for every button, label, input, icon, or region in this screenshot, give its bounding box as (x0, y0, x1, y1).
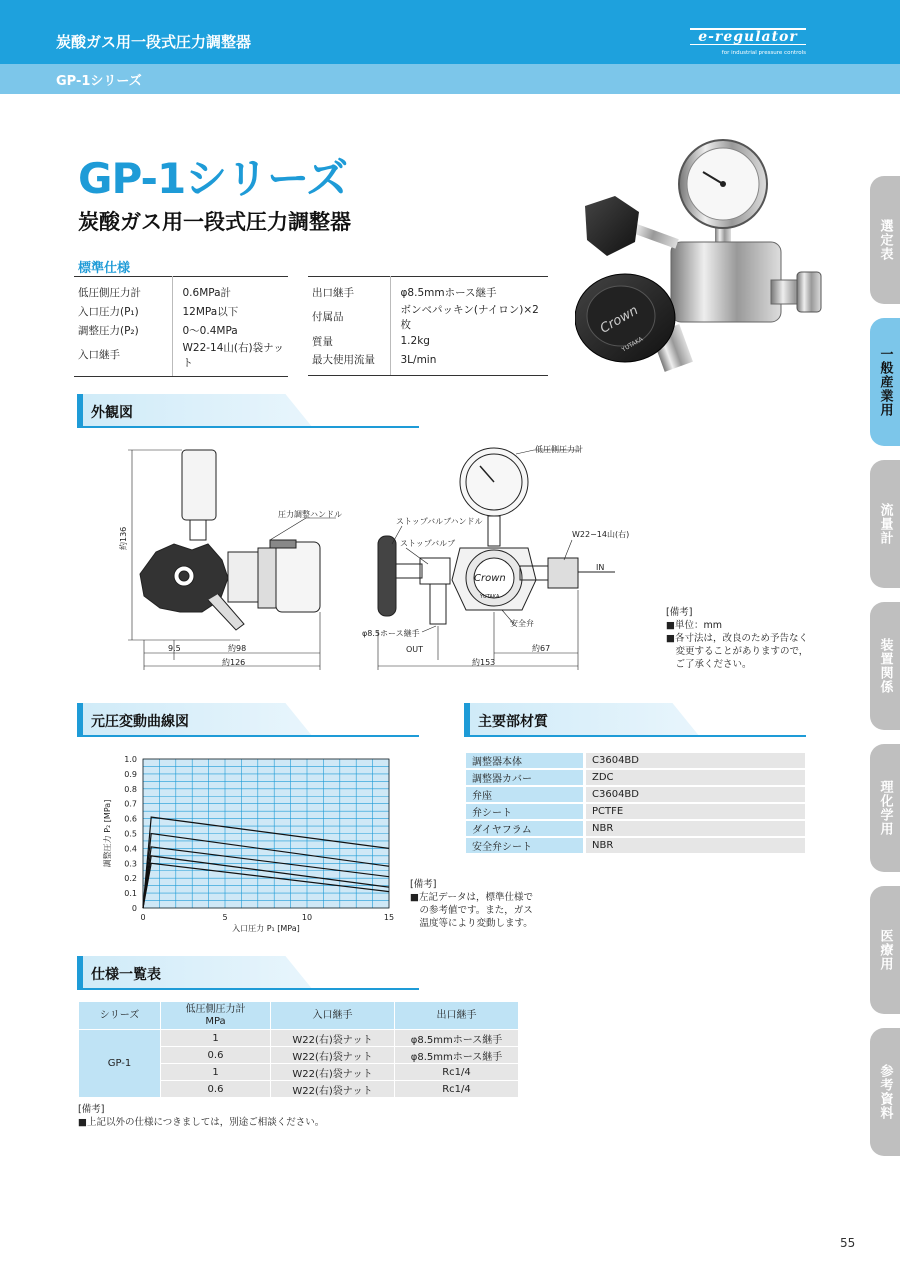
spec-value: φ8.5mmホース継手 (390, 277, 548, 302)
table-row (466, 804, 805, 819)
drawing-note-line: ご了承ください。 (666, 659, 752, 670)
section-materials-title: 主要部材質 (478, 714, 548, 730)
dim-153: 約153 (472, 658, 496, 667)
page-header (0, 0, 900, 64)
spec-note-title: [備考] (78, 1104, 105, 1115)
outlet-cell: φ8.5mmホース継手 (395, 1047, 519, 1064)
dim-98: 約98 (228, 644, 247, 653)
section-materials (464, 703, 806, 737)
pressure-gauge-photo (679, 140, 767, 252)
gauge-cell: 1 (161, 1030, 271, 1047)
y-tick-label: 0.9 (124, 769, 137, 779)
y-tick-label: 0.6 (124, 814, 137, 824)
header-title: 炭酸ガス用一段式圧力調整器 (56, 33, 252, 51)
drawing-knob-maker: YUTAKA (480, 594, 500, 600)
spec-key: 低圧側圧力計 (74, 277, 172, 302)
tab-equipment[interactable]: 装置関係 (870, 602, 900, 730)
material-part: 弁座 (466, 787, 583, 802)
spec-key: 付属品 (308, 302, 390, 332)
label-inlet-thread: W22−14山(右) (572, 530, 630, 539)
label-safety-valve: 安全弁 (510, 619, 534, 628)
outlet-cell: Rc1/4 (395, 1081, 519, 1098)
knob-maker-text: YUTAKA (620, 335, 645, 354)
standard-spec-heading: 標準仕様 (78, 261, 131, 276)
section-spec-list (77, 956, 419, 990)
col-gauge (161, 1002, 271, 1030)
spec-key: 入口継手 (74, 340, 172, 377)
standard-spec-table-right (308, 276, 548, 376)
spec-value: 1.2kg (400, 335, 430, 347)
y-tick-label: 0.1 (124, 889, 137, 899)
tab-reference[interactable]: 参考資料 (870, 1028, 900, 1156)
x-tick-label: 10 (301, 913, 313, 922)
pressure-curve-chart (96, 750, 406, 940)
section-appearance (77, 394, 419, 428)
table-header-row (79, 1002, 519, 1030)
label-low-gauge: 低圧側圧力計 (535, 445, 583, 454)
tab-general-industry[interactable]: 一般産業用 (870, 318, 900, 446)
knob-brand-text: Crown (597, 303, 641, 337)
label-stop-valve: ストップバルブ (400, 539, 456, 548)
table-row (466, 838, 805, 853)
tab-medical[interactable]: 医療用 (870, 886, 900, 1014)
side-view (128, 450, 336, 670)
x-tick-label: 0 (140, 913, 146, 922)
tab-laboratory[interactable]: 理化学用 (870, 744, 900, 872)
col-inlet: 入口継手 (271, 1002, 395, 1030)
material-part: 調整器本体 (466, 753, 583, 768)
outlet-cell: Rc1/4 (395, 1064, 519, 1081)
spec-key: 調整圧力(P₂) (74, 321, 172, 340)
material-value: NBR (583, 838, 805, 853)
table-row (466, 770, 805, 785)
page-title: GP-1シリーズ (78, 154, 348, 203)
drawing-note-line: ■単位：mm (666, 620, 722, 631)
spec-value: 0.6MPa計 (172, 277, 288, 302)
material-part: 安全弁シート (466, 838, 583, 853)
material-part: 弁シート (466, 804, 583, 819)
dimension-drawing (110, 440, 630, 675)
label-stop-valve-handle: ストップバルブハンドル (396, 517, 483, 526)
label-out: OUT (406, 645, 424, 654)
series-bar (0, 64, 900, 94)
series-bar-title: GP-1シリーズ (56, 74, 142, 89)
spec-key: 入口圧力(P₁) (74, 302, 172, 321)
inlet-cell: W22(右)袋ナット (271, 1047, 395, 1064)
section-spec-list-title: 仕様一覧表 (91, 967, 161, 983)
curve-note-line: 温度等により変動します。 (410, 918, 533, 929)
drawing-knob-brand: Crown (474, 573, 506, 584)
y-tick-label: 0.7 (124, 799, 137, 809)
drawing-note-line: 変更することがありますので， (666, 646, 809, 657)
label-in: IN (596, 563, 605, 572)
product-photo (575, 132, 825, 402)
table-row (466, 821, 805, 836)
drawing-note-title: [備考] (666, 607, 693, 618)
gauge-cell: 0.6 (161, 1081, 271, 1098)
series-cell: GP-1 (79, 1030, 161, 1098)
page-number: 55 (840, 1236, 856, 1250)
spec-key: 出口継手 (308, 277, 390, 302)
table-row (466, 753, 805, 768)
x-tick-label: 5 (222, 913, 228, 922)
drawing-note-line: ■各寸法は，改良のため予告なく (666, 633, 808, 644)
y-tick-label: 1.0 (124, 755, 137, 764)
outlet-cell: φ8.5mmホース継手 (395, 1030, 519, 1047)
col-gauge-label: 低圧側圧力計 (185, 1003, 246, 1015)
drawing-note (666, 606, 808, 671)
material-value: NBR (583, 821, 805, 836)
y-tick-label: 0 (131, 904, 137, 913)
dim-height: 約136 (119, 526, 128, 550)
spec-value: 0〜0.4MPa (182, 324, 238, 337)
section-appearance-title: 外観図 (91, 405, 133, 421)
spec-value: ボンベパッキン(ナイロン)×2枚 (400, 303, 539, 331)
stop-valve-handle-photo (585, 196, 679, 256)
logo-name: e-regulator (690, 28, 806, 45)
materials-table (466, 751, 805, 855)
material-value: ZDC (583, 770, 805, 785)
y-axis-label: 調整圧力 P₂ [MPa] (103, 799, 112, 868)
curve-note (410, 878, 533, 930)
page-subtitle: 炭酸ガス用一段式圧力調整器 (78, 210, 351, 234)
table-row (79, 1030, 519, 1047)
curve-note-line: ■左記データは，標準仕様で (410, 892, 533, 903)
col-series: シリーズ (79, 1002, 161, 1030)
logo-tagline: for industrial pressure controls (721, 50, 806, 56)
col-outlet: 出口継手 (395, 1002, 519, 1030)
inlet-cell: W22(右)袋ナット (271, 1030, 395, 1047)
tab-selection-table[interactable]: 選定表 (870, 176, 900, 304)
spec-value: 3L/min (390, 351, 548, 376)
label-handle: 圧力調整ハンドル (278, 510, 342, 519)
table-row (466, 787, 805, 802)
brand-logo (690, 28, 806, 56)
inlet-cell: W22(右)袋ナット (271, 1081, 395, 1098)
y-tick-label: 0.8 (124, 784, 137, 794)
spec-value: W22-14山(右)袋ナット (172, 340, 288, 377)
gauge-cell: 1 (161, 1064, 271, 1081)
spec-list-note (78, 1103, 324, 1129)
dim-67: 約67 (532, 644, 551, 653)
y-tick-label: 0.4 (124, 844, 137, 854)
x-axis-label: 入口圧力 P₁ [MPa] (232, 924, 300, 933)
y-tick-label: 0.5 (124, 829, 137, 839)
dim-126: 約126 (222, 658, 246, 667)
material-value: C3604BD (583, 753, 805, 768)
x-tick-label: 15 (383, 913, 395, 922)
curve-note-line: の参考値です。また，ガス (410, 905, 533, 916)
spec-key: 質量 (308, 332, 390, 351)
material-part: 調整器カバー (466, 770, 583, 785)
label-hose: φ8.5ホース継手 (362, 629, 420, 638)
section-curve-title: 元圧変動曲線図 (91, 714, 189, 730)
dim-9-5: 9.5 (168, 644, 181, 653)
spec-list-table (78, 1001, 519, 1098)
section-curve (77, 703, 419, 737)
gauge-cell: 0.6 (161, 1047, 271, 1064)
col-gauge-unit: MPa (205, 1015, 226, 1027)
material-value: PCTFE (583, 804, 805, 819)
spec-value: 12MPa以下 (182, 305, 239, 318)
curve-note-title: [備考] (410, 879, 437, 890)
material-value: C3604BD (583, 787, 805, 802)
spec-key: 最大使用流量 (308, 351, 390, 376)
y-tick-label: 0.2 (124, 874, 137, 884)
y-tick-label: 0.3 (124, 859, 137, 869)
spec-note-line: ■上記以外の仕様につきましては，別途ご相談ください。 (78, 1117, 325, 1128)
tab-flowmeter[interactable]: 流量計 (870, 460, 900, 588)
inlet-cell: W22(右)袋ナット (271, 1064, 395, 1081)
material-part: ダイヤフラム (466, 821, 583, 836)
standard-spec-table-left (74, 276, 288, 377)
